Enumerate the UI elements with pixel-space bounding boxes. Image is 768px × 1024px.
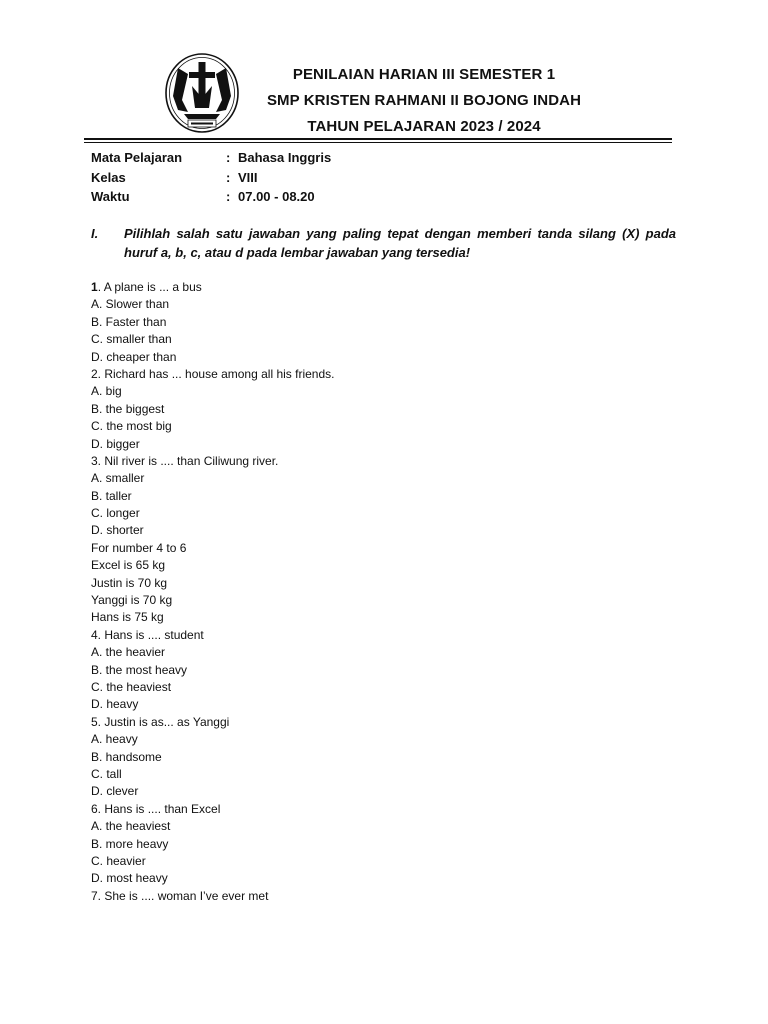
question-number: 1 [91,280,98,294]
question-line: Yanggi is 70 kg [91,593,173,608]
answer-option: B. Faster than [91,314,167,329]
answer-option: C. longer [91,506,140,521]
info-separator: : [226,189,231,204]
question-line: 6. Hans is .... than Excel [91,801,221,816]
answer-option: B. taller [91,488,132,503]
answer-option: B. the biggest [91,401,165,416]
answer-option: D. most heavy [91,871,168,886]
info-label: Mata Pelajaran [91,150,183,165]
school-logo-seal [164,52,240,134]
answer-option: C. the most big [91,419,172,434]
question-line [91,279,334,296]
section-number: I. [91,226,99,241]
answer-option: C. smaller than [91,332,172,347]
info-value: Bahasa Inggris [238,150,332,165]
info-label: Kelas [91,169,126,185]
info-row-class [91,168,331,188]
info-row-subject [91,148,331,168]
instruction-text: Pilihlah salah satu jawaban yang paling tepat dengan memberi tanda silang (X) pada huruf a, b, c, atau d pada lembar jawaban yang tersedia! [124,226,676,260]
header-divider-thick [84,138,672,140]
answer-option: D. heavy [91,697,139,712]
question-line: 5. Justin is as... as Yanggi [91,714,230,729]
exam-info [91,148,331,207]
answer-option: A. Slower than [91,297,170,312]
header-divider-thin [84,142,672,143]
info-label: Waktu [91,189,130,204]
answer-option: C. the heaviest [91,679,172,694]
header-title: PENILAIAN HARIAN III SEMESTER 1 [292,66,556,83]
section-instruction [91,224,676,262]
header-school-name: SMP KRISTEN RAHMANI II BOJONG INDAH [266,92,582,109]
info-row-time [91,187,331,207]
answer-option: A. big [91,384,122,399]
answer-option: D. bigger [91,436,140,451]
header-academic-year: TAHUN PELAJARAN 2023 / 2024 [307,118,541,135]
question-line: 4. Hans is .... student [91,627,204,642]
question-text: . A plane is ... a bus [97,280,202,294]
info-separator: : [226,150,231,165]
answer-option: B. more heavy [91,836,169,851]
answer-option: D. shorter [91,523,144,538]
question-line: Justin is 70 kg [91,575,168,590]
answer-option: A. heavy [91,732,138,747]
document-header [230,62,618,140]
answer-option: C. heavier [91,853,146,868]
answer-option: D. clever [91,784,139,799]
question-line: Excel is 65 kg [91,558,166,573]
answer-option: B. the most heavy [91,662,188,677]
answer-option: B. handsome [91,749,162,764]
answer-option: D. cheaper than [91,349,177,364]
info-separator: : [226,169,231,185]
question-line: 3. Nil river is .... than Ciliwung river. [91,453,279,468]
info-value: VIII [238,169,258,185]
answer-option: C. tall [91,766,122,781]
question-line: 7. She is .... woman I’ve ever met [91,888,269,903]
info-value: 07.00 - 08.20 [238,189,315,204]
question-line: For number 4 to 6 [91,540,187,555]
answer-option: A. the heaviest [91,819,171,834]
question-line: Hans is 75 kg [91,610,164,625]
answer-option: A. smaller [91,471,145,486]
answer-option: A. the heavier [91,645,166,660]
question-list [91,279,334,905]
question-line: 2. Richard has ... house among all his friends. [91,366,335,381]
